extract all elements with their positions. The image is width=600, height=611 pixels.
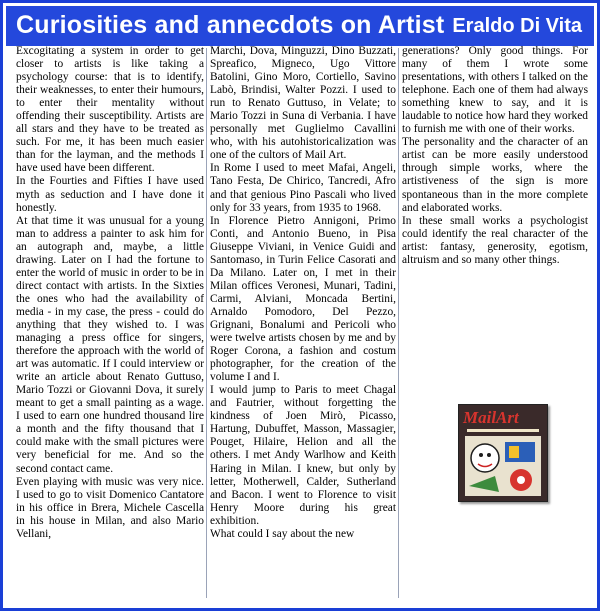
paragraph: I would jump to Paris to meet Chagal and Fautrier, without forgetting the kindness of Joen Mirò, Picasso, Hartung, Dubuffet, Masson, Massagier, Pouget, Hilaire, Helion and all the others. I met Andy Warlhow and Keith Haring in Milan. I knew, but only by letter, Motherwell, Calder, Sutherland and Bacon. I went to Florence to visit Henry Moore during his great exhibition. [210, 384, 396, 527]
paragraph: Excogitating a system in order to get closer to artists is like taking a psychology course: that is to identify, their weaknesses, to enter their humours, to enter their mentality without offending their susceptibility. Artists are all stars and they have to be treated as such. For me, it has been much easier than for the layman, and the methods I have used have been different. [16, 45, 204, 175]
article-author: Eraldo Di Vita [452, 15, 582, 37]
paragraph: At that time it was unusual for a young man to address a painter to ask him for an autograph and, maybe, a little drawing. Later on I had the fortune to enter the world of music in order to be in direct contact with artists. In the Sixties the ones who had the availability of media - in my case, the press - could do anything that they wished to. I was managing a press office for singers, therefore the approach with the world of art was automatic. If I could interview or write an article about Renato Guttuso, Mario Tozzi or Giovanni Dova, it surely meant to get a small painting as a wage. I used to earn one hundred thousand lire a month and the fifty thousand that I could make with the small pictures were very beneficial for me. And so the second contact came. [16, 214, 204, 475]
paragraph: What could I say about the new [210, 527, 355, 540]
column-divider [398, 48, 399, 598]
paragraph: generations? Only good things. For many of them I wrote some presentations, with others I talked on the telephone. Each one of them had always something knew to say, and it is laudable to notice how hard they worked to furnish me with one of their works. [402, 45, 588, 136]
text-column-3 [402, 45, 588, 267]
paragraph: Even playing with music was very nice. I used to go to visit Domenico Cantatore in his office in Brera, Michele Cascella in his house in Milan, and also Mario Vellani, [16, 475, 204, 540]
text-column-2 [210, 45, 396, 605]
paragraph: In Florence Pietro Annigoni, Primo Conti, and Antonio Bueno, in Pisa Giuseppe Viviani, in Venice Guidi and Santomaso, in Turin Felice Casorati and Da Milano. Later on, I met in their Milan offices Veronesi, Munari, Tadini, Carmi, Alviani, Moncada Bertini, Arnaldo Pomodoro, Del Pezzo, Grignani, Bonalumi and Pericoli who were twelve artists chosen by me and by Roger Corona, a fashion and costum photographer, for the creation of the volume I and I. [210, 214, 396, 384]
text-column-1 [16, 45, 204, 605]
mail-art-book-cover [458, 404, 548, 502]
book-subtitle-band [467, 429, 539, 432]
paragraph: Marchi, Dova, Minguzzi, Dino Buzzati, Spreafico, Migneco, Ugo Vittore Batolini, Gino Moro, Cortiello, Savino Labò, Brindisi, Walter Pozzi. I used to run to Renato Guttuso, in Velate; to Mario Tozzi in Suna di Verbania. I have personally met Guglielmo Cavallini who, with his autohistoricalization was one of the cultors of Mail Art. [210, 45, 396, 162]
paragraph: In Rome I used to meet Mafai, Angeli, Tano Festa, De Chirico, Tancredi, Afro and that genious Pino Pascali who lived only for 33 years, from 1935 to 1968. [210, 162, 396, 214]
column-divider [206, 48, 207, 598]
article-title: Curiosities and annecdots on Artist [16, 11, 445, 39]
title-bar [6, 6, 594, 46]
paragraph: In the Fourties and Fifties I have used myth as seduction and I have done it honestly. [16, 175, 204, 214]
paragraph: In these small works a psychologist could identify the real character of the artist: fantasy, generosity, egotism, altruism and so many other things. [402, 214, 588, 266]
book-cover-illustration [465, 436, 541, 496]
book-logo: MailArt [463, 408, 519, 427]
paragraph: The personality and the character of an artist can be more easily understood through simple works, where the artistiveness of the sign is more spontaneous than in the more complete and elaborated works. [402, 136, 588, 214]
